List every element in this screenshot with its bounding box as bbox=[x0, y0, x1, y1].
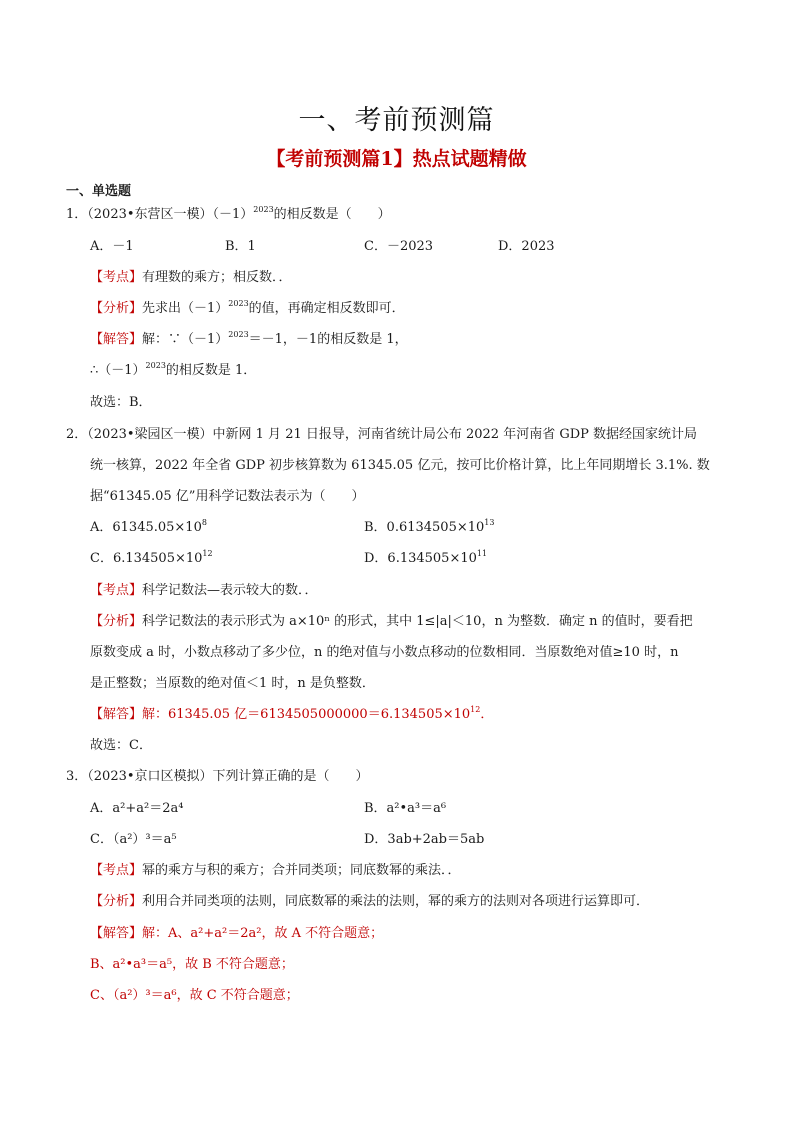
page-title: 一、考前预测篇 bbox=[298, 105, 495, 136]
q2-stem-line2: 统一核算，2022 年全省 GDP 初步核算数为 61345.05 亿元，按可比价格计算，比上年同期增长 3.1%. 数 bbox=[90, 458, 710, 473]
q3-option-b: B．a²•a³＝a⁶ bbox=[364, 801, 447, 816]
q3-kaodian: 【考点】幂的乘方与积的乘方；合并同类项；同底数幂的乘法．． bbox=[90, 863, 461, 878]
q3-jieda-line3: C、（a²）³＝a⁶，故 C 不符合题意； bbox=[90, 988, 299, 1003]
page-subtitle: 【考前预测篇1】热点试题精做 bbox=[266, 148, 527, 170]
q2-stem-line3: 据“61345.05 亿”用科学记数法表示为（ ） bbox=[90, 489, 365, 504]
q2-answer: 故选：C． bbox=[90, 738, 152, 753]
q2-kaodian: 【考点】科学记数法—表示较大的数．． bbox=[90, 583, 318, 598]
q1-kaodian: 【考点】有理数的乘方；相反数．． bbox=[90, 270, 292, 285]
q3-fenxi: 【分析】利用合并同类项的法则，同底数幂的乘法的法则，幂的乘方的法则对各项进行运算即可． bbox=[90, 894, 650, 909]
q2-fenxi-line3: 是正整数；当原数的绝对值＜1 时，n 是负整数． bbox=[90, 676, 375, 691]
q2-option-d: D．$6.134505\times 10^{11}$ bbox=[364, 549, 488, 566]
q1-option-c: C．－2023 bbox=[364, 239, 434, 254]
section-heading: 一、单选题 bbox=[66, 184, 132, 199]
q2-fenxi-line2: 原数变成 a 时，小数点移动了多少位，n 的绝对值与小数点移动的位数相同．当原数绝对值≥10 时，n bbox=[90, 645, 679, 660]
q1-jieda-2: $\therefore(-1)^{2023}$的相反数是 1． bbox=[90, 361, 257, 378]
q3-jieda: 【解答】解：A、a²+a²＝2a²，故 A 不符合题意； bbox=[90, 926, 384, 941]
q1-jieda: 【解答】解：$\because(-1)^{2023}=-1$，－1的相反数是 1， bbox=[90, 330, 408, 347]
q2-fenxi: 【分析】科学记数法的表示形式为 a×10ⁿ 的形式，其中 1≤|a|＜10，n 为整数．确定 n 的值时，要看把 bbox=[90, 614, 693, 629]
q2-option-a: A．$61345.05\times 10^8$ bbox=[90, 518, 207, 535]
q2-jieda: 【解答】解：61345.05 亿$=6134505000000=6.134505\times 10^{12}$． bbox=[90, 705, 494, 722]
q1-option-d: D．2023 bbox=[498, 239, 555, 254]
q2-option-b: B．$0.6134505\times 10^{13}$ bbox=[364, 518, 495, 535]
q3-jieda-line2: B、a²•a³＝a⁵，故 B 不符合题意； bbox=[90, 957, 294, 972]
q1-stem: 1．（2023•东营区一模）$(-1)^{2023}$的相反数是（ ） bbox=[66, 205, 391, 222]
q3-option-c: C．（a²）³＝a⁵ bbox=[90, 832, 177, 847]
q3-stem: 3．（2023•京口区模拟）下列计算正确的是（ ） bbox=[66, 769, 369, 784]
q2-stem-line1: 2．（2023•梁园区一模）中新网 1 月 21 日报导，河南省统计局公布 2022 年河南省 GDP 数据经国家统计局 bbox=[66, 427, 698, 442]
q3-option-a: A．a²+a²＝2a⁴ bbox=[90, 801, 184, 816]
q1-answer: 故选：B． bbox=[90, 395, 152, 410]
q2-option-c: C．$6.134505\times 10^{12}$ bbox=[90, 549, 213, 566]
q1-option-b: B．1 bbox=[225, 239, 256, 254]
q1-option-a: A．－1 bbox=[90, 239, 134, 254]
q1-fenxi: 【分析】先求出$(-1)^{2023}$的值，再确定相反数即可． bbox=[90, 299, 405, 316]
q3-option-d: D．3ab+2ab＝5ab bbox=[364, 832, 485, 847]
